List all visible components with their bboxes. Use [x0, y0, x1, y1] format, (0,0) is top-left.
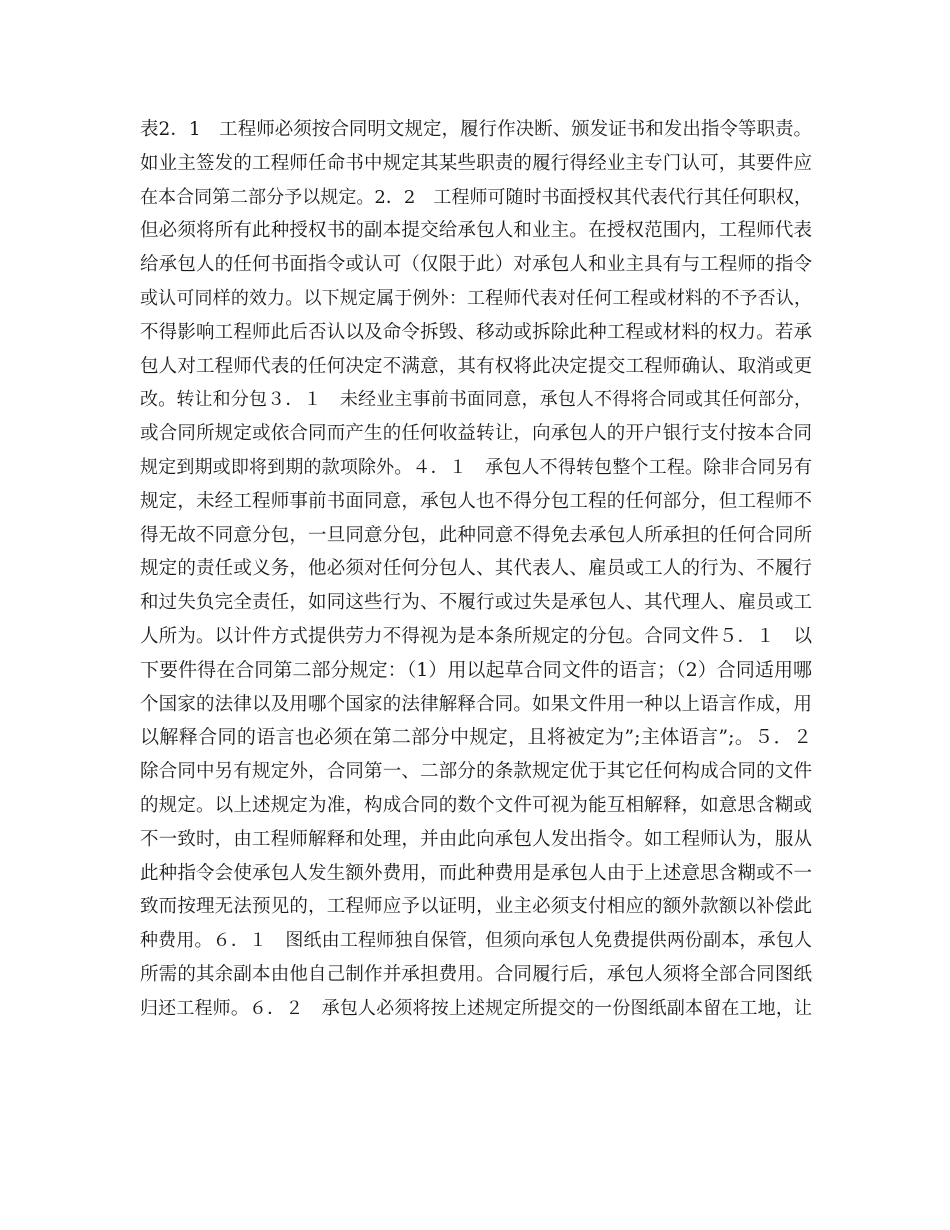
text-line: 致而按理无法预见的，工程师应予以证明，业主必须支付相应的额外款额以补偿此 — [140, 896, 812, 918]
text-line: 不一致时，由工程师解释和处理，并由此向承包人发出指令。如工程师认为，服从 — [140, 828, 812, 850]
text-line: 或认可同样的效力。以下规定属于例外：工程师代表对任何工程或材料的不予否认， — [140, 287, 812, 309]
text-line: 人所为。以计件方式提供劳力不得视为是本条所规定的分包。合同文件５．１ 以 — [140, 625, 812, 647]
text-line: 归还工程师。６．２ 承包人必须将按上述规定所提交的一份图纸副本留在工地，让 — [140, 997, 812, 1019]
text-line: 或合同所规定或依合同而产生的任何收益转让，向承包人的开户银行支付按本合同 — [140, 423, 812, 445]
text-line: 但必须将所有此种授权书的副本提交给承包人和业主。在授权范围内，工程师代表 — [140, 220, 812, 242]
text-line: 改。转让和分包３．１ 未经业主事前书面同意，承包人不得将合同或其任何部分， — [140, 389, 812, 411]
text-line: 在本合同第二部分予以规定。2．2 工程师可随时书面授权其代表代行其任何职权， — [140, 186, 812, 208]
text-line: 的规定。以上述规定为准，构成合同的数个文件可视为能互相解释，如意思含糊或 — [140, 794, 812, 816]
text-line: 包人对工程师代表的任何决定不满意，其有权将此决定提交工程师确认、取消或更 — [140, 355, 812, 377]
text-line: 给承包人的任何书面指令或认可（仅限于此）对承包人和业主具有与工程师的指令 — [140, 254, 812, 276]
text-line: 表2．1 工程师必须按合同明文规定，履行作决断、颁发证书和发出指令等职责。 — [140, 119, 812, 140]
text-line: 得无故不同意分包，一旦同意分包，此种同意不得免去承包人所承担的任何合同所 — [140, 524, 812, 546]
text-line: 个国家的法律以及用哪个国家的法律解释合同。如果文件用一种以上语言作成，用 — [140, 693, 812, 715]
text-line: 不得影响工程师此后否认以及命令拆毁、移动或拆除此种工程或材料的权力。若承 — [140, 321, 812, 343]
body-text — [140, 113, 812, 1026]
text-line: 和过失负完全责任，如同这些行为、不履行或过失是承包人、其代理人、雇员或工 — [140, 592, 812, 614]
text-line: 规定，未经工程师事前书面同意，承包人也不得分包工程的任何部分，但工程师不 — [140, 490, 812, 512]
text-line: 下要件得在合同第二部分规定：（1）用以起草合同文件的语言；（2）合同适用哪 — [140, 658, 812, 681]
text-line: 此种指令会使承包人发生额外费用，而此种费用是承包人由于上述意思含糊或不一 — [140, 862, 812, 884]
text-line: 种费用。６．１ 图纸由工程师独自保管，但须向承包人免费提供两份副本，承包人 — [140, 930, 812, 952]
text-line: 以解释合同的语言也必须在第二部分中规定，且将被定为”;主体语言”;。５．２ — [140, 726, 812, 749]
text-line: 规定的责任或义务，他必须对任何分包人、其代表人、雇员或工人的行为、不履行 — [140, 558, 812, 580]
text-line: 规定到期或即将到期的款项除外。４．１ 承包人不得转包整个工程。除非合同另有 — [140, 456, 812, 478]
text-line: 所需的其余副本由他自己制作并承担费用。合同履行后，承包人须将全部合同图纸 — [140, 963, 812, 985]
text-line: 如业主签发的工程师任命书中规定其某些职责的履行得经业主专门认可，其要件应 — [140, 152, 812, 174]
text-line: 除合同中另有规定外，合同第一、二部分的条款规定优于其它任何构成合同的文件 — [140, 761, 812, 783]
